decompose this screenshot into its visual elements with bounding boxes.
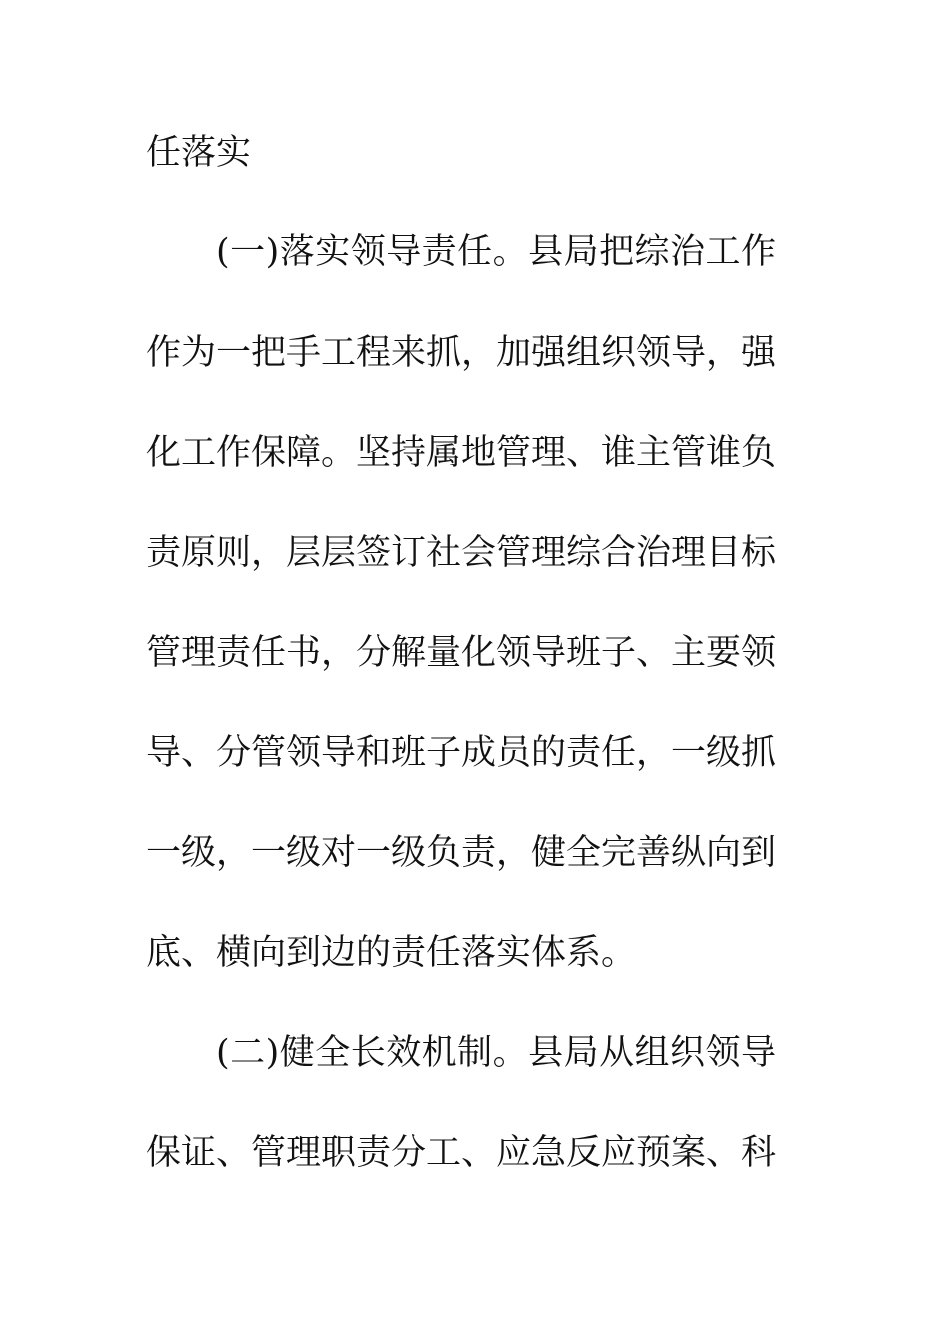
text-line-11: 保证、管理职责分工、应急反应预案、科 [146, 1133, 777, 1173]
paragraph-2-heading-line: (二)健全长效机制。县局从组织领导 [216, 1033, 776, 1073]
text-line-9: 底、横向到边的责任落实体系。 [146, 933, 637, 973]
text-line-3: 作为一把手工程来抓，加强组织领导，强 [146, 333, 777, 373]
text-line-6: 管理责任书，分解量化领导班子、主要领 [146, 633, 777, 673]
text-line-7: 导、分管领导和班子成员的责任，一级抓 [146, 733, 777, 773]
text-line-8: 一级，一级对一级负责，健全完善纵向到 [146, 833, 777, 873]
text-line-4: 化工作保障。坚持属地管理、谁主管谁负 [146, 433, 777, 473]
text-line-1: 任落实 [146, 133, 252, 173]
paragraph-1-heading-line: (一)落实领导责任。县局把综治工作 [216, 232, 776, 272]
text-line-5: 责原则，层层签订社会管理综合治理目标 [146, 533, 777, 573]
